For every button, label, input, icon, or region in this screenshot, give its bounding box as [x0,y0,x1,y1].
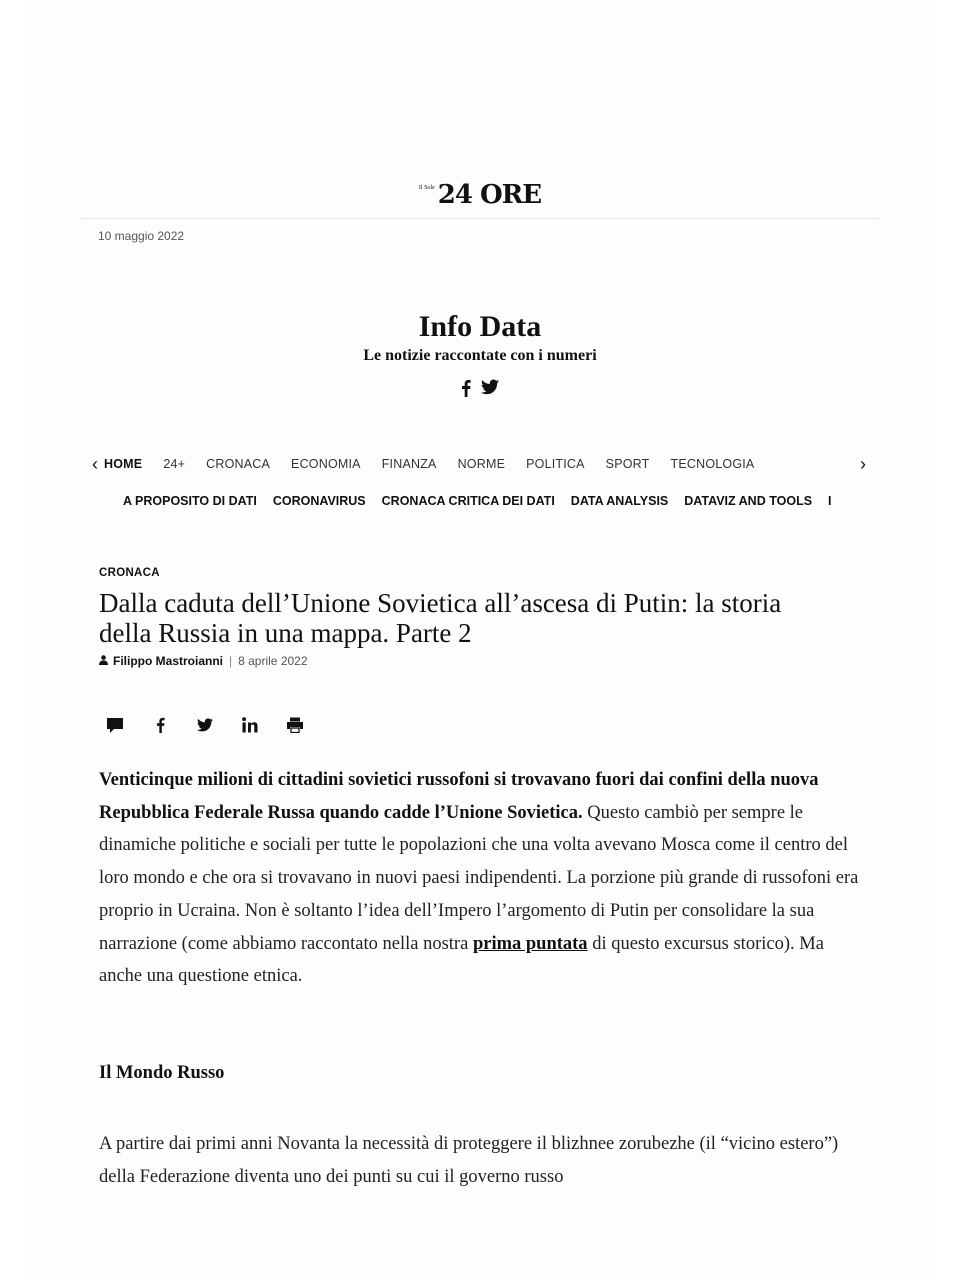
nav-item-cronaca[interactable]: CRONACA [206,457,271,471]
blog-header [0,308,960,397]
article-date: 8 aprile 2022 [238,654,308,668]
paragraph-text-end: di questo excursus storico). Ma anche una questione etnica. [99,933,824,987]
blog-social-links [0,379,960,397]
secondary-nav [123,494,880,514]
article-byline [99,654,308,668]
section-heading: Il Mondo Russo [99,1063,225,1083]
logo-small-text: Il Sole [418,185,435,191]
article-paragraph-1 [99,764,859,993]
nav-topic-a-proposito-di-dati[interactable]: A PROPOSITO DI DATI [123,494,257,508]
header-divider [82,218,878,219]
comment-icon[interactable] [106,714,124,736]
nav-prev-chevron-icon[interactable]: ‹ [92,454,98,474]
paragraph-text: Questo cambiò per sempre le dinamiche politiche e sociali per tutte le popolazioni che una volta avevano Mosca come il centro del loro mondo e che ora si trovavano in nuovi paesi indipendenti. La porzione più grande di russofoni era proprio in Ucraina. Non è soltanto l’idea dell’Impero l’argomento di Putin per consolidare la sua narrazione (come abbiamo raccontato nella nostra [99,802,859,954]
article-headline: Dalla caduta dell’Unione Sovietica all’ascesa di Putin: la storia della Russia in una mappa. Parte 2 [99,588,782,648]
site-logo[interactable] [419,180,541,210]
primary-nav [92,452,872,476]
nav-item-tecnologia[interactable]: TECNOLOGIA [670,457,755,471]
facebook-share-icon[interactable] [151,714,169,736]
linkedin-share-icon[interactable] [241,714,259,736]
nav-item-24[interactable]: 24+ [163,457,186,471]
nav-item-norme[interactable]: NORME [457,457,506,471]
nav-topic-cronaca-critica-dei-dati[interactable]: CRONACA CRITICA DEI DATI [381,494,555,508]
nav-next-chevron-icon[interactable]: › [860,454,866,474]
nav-item-sport[interactable]: SPORT [605,457,650,471]
user-icon [99,654,108,668]
twitter-share-icon[interactable] [196,714,214,736]
nav-topic-dataviz-and-tools[interactable]: DATAVIZ AND TOOLS [684,494,813,508]
lead-bold-text: Venticinque milioni di cittadini sovietici russofoni si trovavano fuori dai confini della nuova Repubblica Federale Russa quando cadde l’Unione Sovietica. [99,770,819,823]
twitter-icon[interactable] [481,379,499,397]
print-icon[interactable] [286,714,304,736]
byline-separator: | [229,654,233,668]
nav-item-home[interactable]: HOME [104,457,143,471]
nav-topic-i[interactable]: I [828,494,832,508]
nav-topic-coronavirus[interactable]: CORONAVIRUS [272,494,366,508]
article-category[interactable]: CRONACA [99,567,160,579]
share-bar [106,714,304,736]
current-date: 10 maggio 2022 [98,229,185,243]
author-name[interactable]: Filippo Mastroianni [113,654,223,668]
logo-main-text: 24 ORE [437,180,542,210]
blog-subtitle: Le notizie raccontate con i numeri [363,347,597,364]
blog-title[interactable]: Info Data [418,310,542,343]
nav-item-economia[interactable]: ECONOMIA [291,457,361,471]
masthead [0,176,960,210]
facebook-icon[interactable] [461,379,471,397]
nav-item-politica[interactable]: POLITICA [526,457,585,471]
primary-nav-items [104,457,754,471]
nav-topic-data-analysis[interactable]: DATA ANALYSIS [570,494,669,508]
article-paragraph-2: A partire dai primi anni Novanta la necessità di proteggere il blizhnee zorubezhe (il “vicino estero”) della Federazione diventa uno dei punti su cui il governo russo [99,1134,839,1187]
nav-item-finanza[interactable]: FINANZA [381,457,437,471]
prima-puntata-link[interactable]: prima puntata [472,933,588,954]
